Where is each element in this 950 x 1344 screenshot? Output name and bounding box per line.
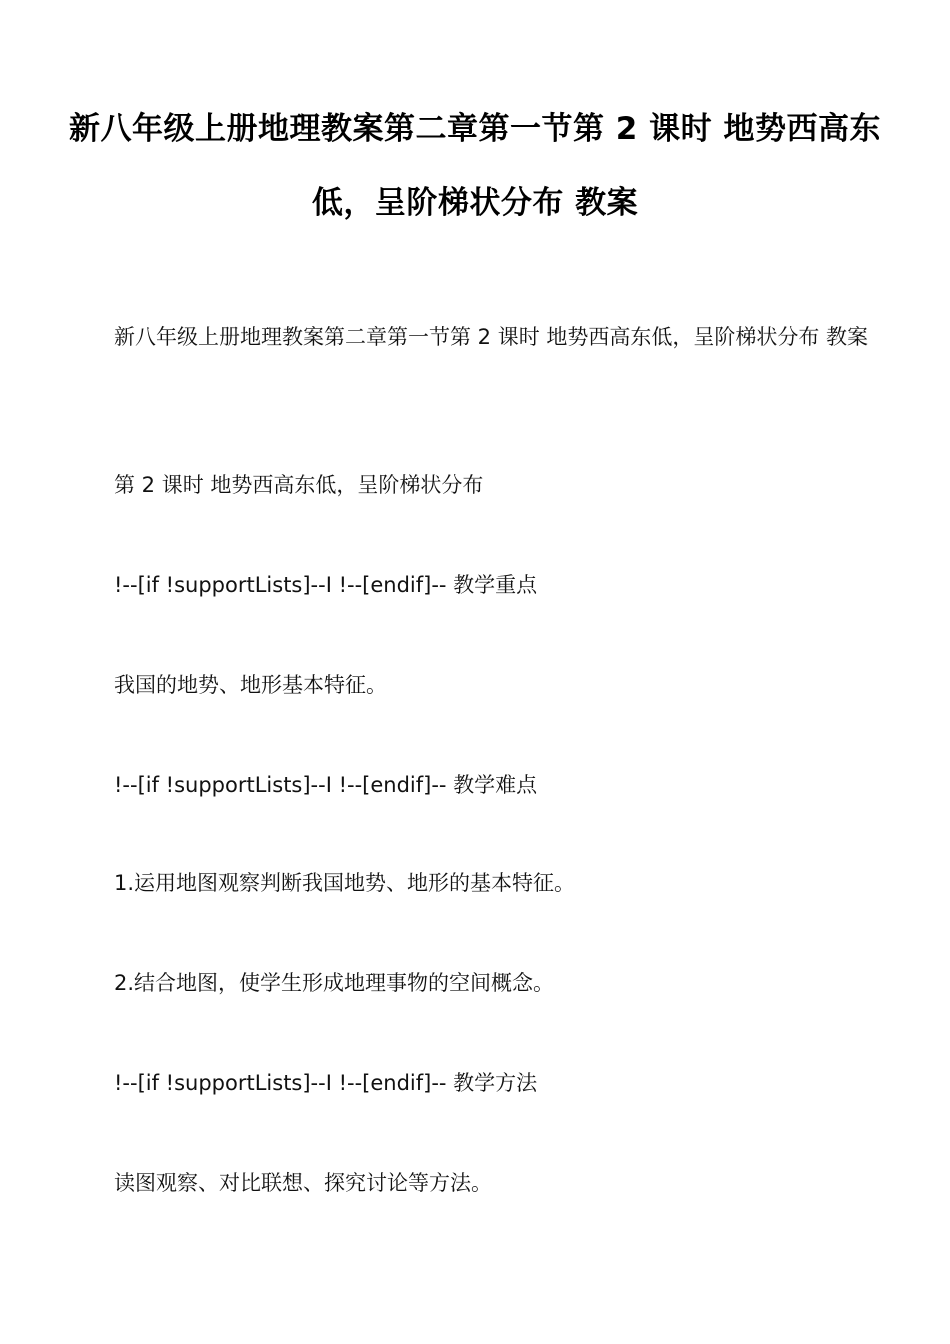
difficulty-item-1: 1.运用地图观察判断我国地势、地形的基本特征。 [114, 871, 576, 895]
methods-text: 读图观察、对比联想、探究讨论等方法。 [114, 1171, 492, 1195]
section-heading-key-points: !--[if !supportLists]--Ⅰ !--[endif]-- 教学重点 [114, 573, 538, 597]
intro-paragraph: 新八年级上册地理教案第二章第一节第 2 课时 地势西高东低，呈阶梯状分布 教案 [114, 325, 869, 349]
difficulty-item-2: 2.结合地图，使学生形成地理事物的空间概念。 [114, 971, 555, 995]
document-title: 新八年级上册地理教案第二章第一节第 2 课时 地势西高东低，呈阶梯状分布 教案 [69, 111, 881, 221]
lesson-heading: 第 2 课时 地势西高东低，呈阶梯状分布 [114, 473, 484, 497]
section-heading-difficulties: !--[if !supportLists]--Ⅰ !--[endif]-- 教学难点 [114, 773, 538, 797]
key-points-text: 我国的地势、地形基本特征。 [114, 673, 387, 697]
section-heading-methods: !--[if !supportLists]--Ⅰ !--[endif]-- 教学方法 [114, 1071, 538, 1095]
